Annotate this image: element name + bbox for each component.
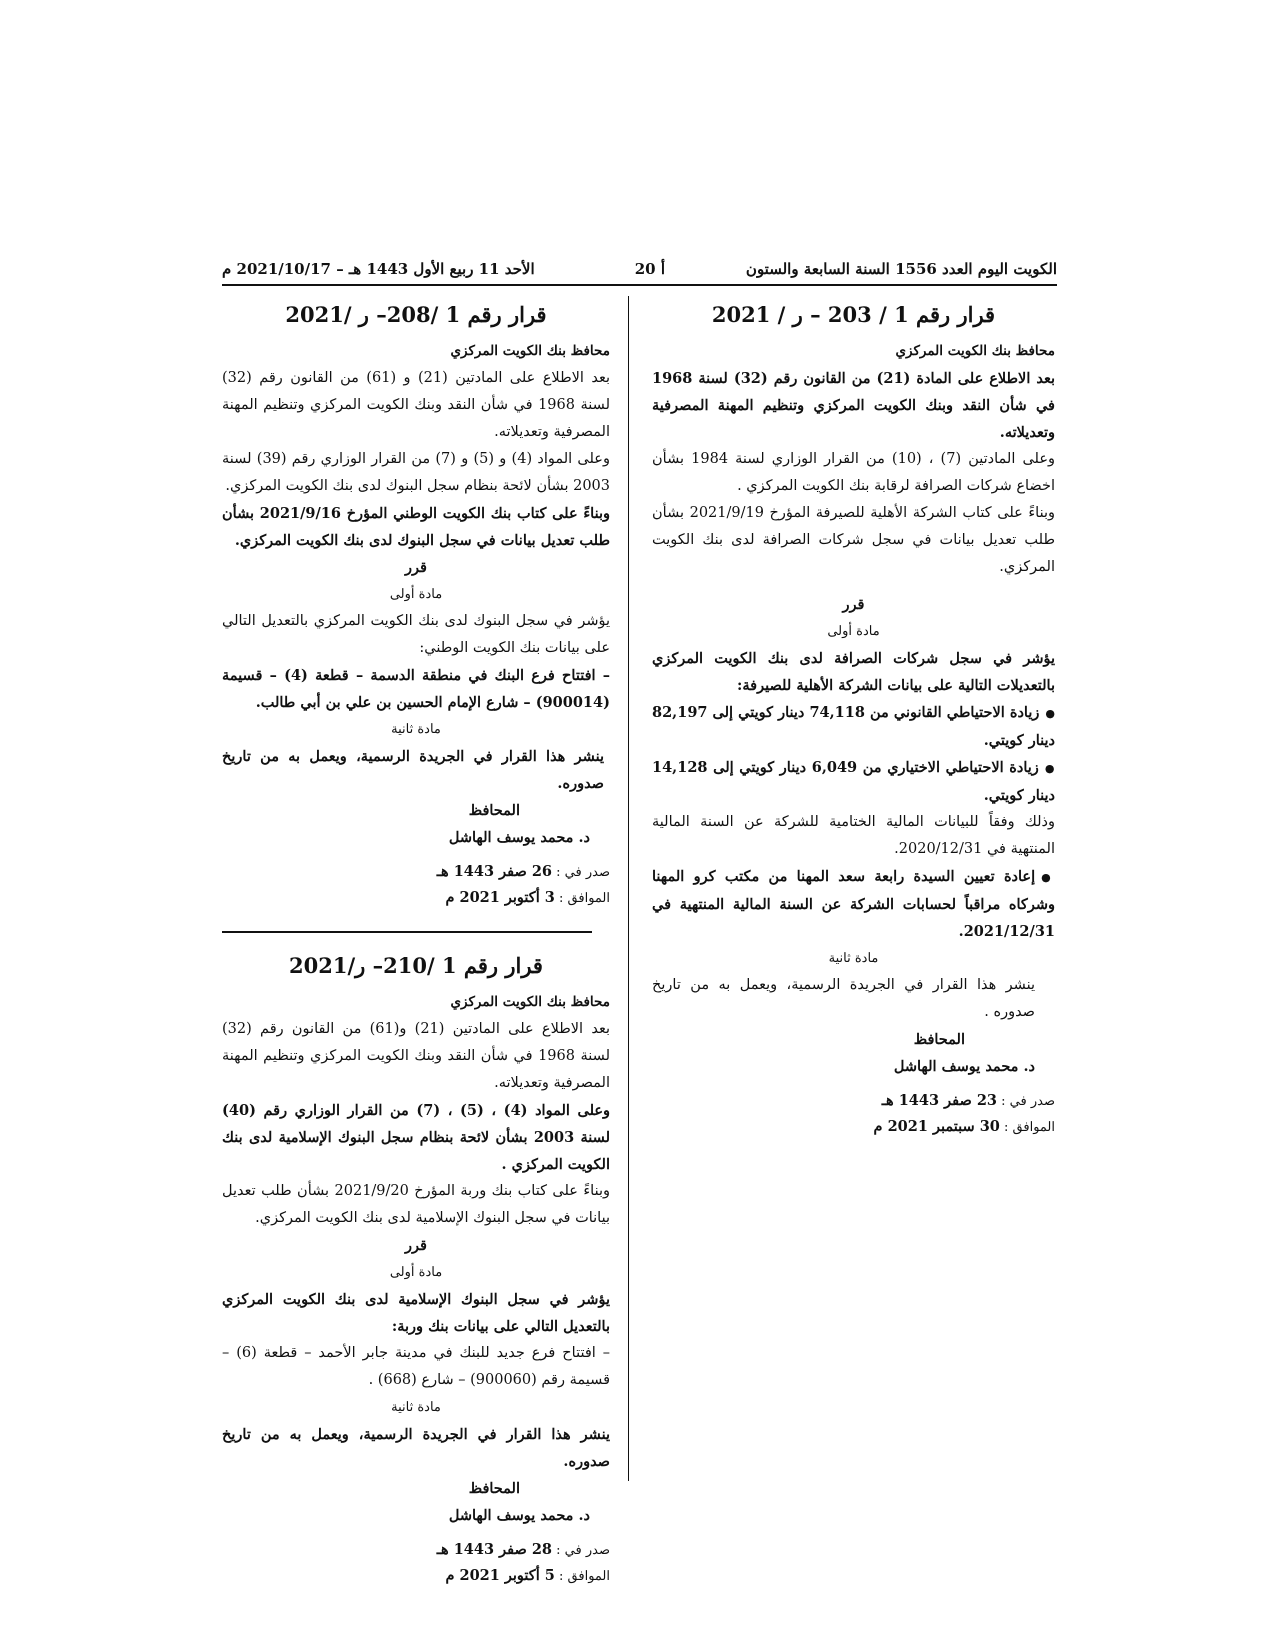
header-issue-info: الكويت اليوم العدد 1556 السنة السابعة والستون <box>745 260 1057 278</box>
decision-title: قرار رقم 1 /208– ر /2021 <box>285 302 547 327</box>
page-header <box>222 256 1057 286</box>
amendment-bullet: ● إعادة تعيين السيدة رابعة سعد المهنا من مكتب كرو المهنا وشركاه مراقباً لحسابات الشركة عن السنة المالية المنتهية في 2021/12/31. <box>652 863 1055 945</box>
issue-dates <box>222 859 610 911</box>
article-text: ينشر هذا القرار في الجريدة الرسمية، ويعمل به من تاريخ صدوره. <box>222 1426 610 1470</box>
preamble-paragraph: وعلى المواد (4) و (5) و (7) من القرار الوزاري رقم (39) لسنة 2003 بشأن لائحة بنظام سجل البنوك لدى بنك الكويت المركزي. <box>222 451 610 494</box>
corresponding-label: الموافق : <box>559 1569 610 1584</box>
preamble-paragraph: بعد الاطلاع على المادتين (21) و (61) من القانون رقم (32) لسنة 1968 في شأن النقد وبنك الكويت المركزي وتنظيم المهنة المصرفية وتعديلاته. <box>222 370 610 440</box>
article-text: ينشر هذا القرار في الجريدة الرسمية، ويعمل به من تاريخ صدوره. <box>222 748 604 792</box>
amendment-item: – افتتاح فرع البنك في منطقة الدسمة – قطعة (4) – قسيمة (900014) – شارع الإمام الحسين بن علي بن أبي طالب. <box>222 667 610 711</box>
signatory-title: المحافظ <box>468 1480 520 1497</box>
decision-separator <box>222 931 592 933</box>
header-divider <box>222 284 1057 286</box>
column-divider <box>628 296 629 1481</box>
article-text: يؤشر في سجل شركات الصرافة لدى بنك الكويت المركزي بالتعديلات التالية على بيانات الشركة الأهلية للصيرفة: <box>652 650 1055 694</box>
issued-label: صدر في : <box>556 1543 610 1558</box>
signatory-title: المحافظ <box>468 802 520 819</box>
preamble-paragraph: وبناءً على كتاب بنك وربة المؤرخ 2021/9/20 بشأن طلب تعديل بيانات في سجل البنوك الإسلامية لدى بنك الكويت المركزي. <box>222 1183 610 1226</box>
article-heading: مادة ثانية <box>391 1400 441 1415</box>
decision-issuer: محافظ بنك الكويت المركزي <box>450 994 610 1010</box>
preamble-paragraph: وعلى المادتين (7) ، (10) من القرار الوزاري لسنة 1984 بشأن اخضاع شركات الصرافة لرقابة بنك الكويت المركزي . <box>652 451 1055 494</box>
decided-heading: قرر <box>842 596 865 613</box>
decided-heading: قرر <box>405 559 427 576</box>
issued-label: صدر في : <box>1001 1094 1055 1109</box>
signatory-name: د. محمد يوسف الهاشل <box>448 829 590 846</box>
preamble-paragraph: وبناءً على كتاب بنك الكويت الوطني المؤرخ 2021/9/16 بشأن طلب تعديل بيانات في سجل البنوك لدى بنك الكويت المركزي. <box>222 505 611 549</box>
preamble-paragraph: وبناءً على كتاب الشركة الأهلية للصيرفة المؤرخ 2021/9/19 بشأن طلب تعديل بيانات في سجل شركات الصرافة لدى بنك الكويت المركزي. <box>652 505 1055 575</box>
signatory-name: د. محمد يوسف الهاشل <box>448 1507 590 1524</box>
article-heading: مادة أولى <box>389 587 443 602</box>
corresponding-date: 3 أكتوبر 2021 م <box>445 889 555 906</box>
article-heading: مادة ثانية <box>828 951 879 966</box>
corresponding-label: الموافق : <box>1004 1120 1055 1135</box>
decision-203 <box>652 298 1055 1140</box>
issue-dates <box>652 1088 1055 1140</box>
corresponding-date: 30 سبتمبر 2021 م <box>873 1118 1000 1135</box>
header-page-number: أ 20 <box>634 260 665 278</box>
corresponding-date: 5 أكتوبر 2021 م <box>445 1567 555 1584</box>
amendment-bullet: ● زيادة الاحتياطي الاختياري من 6,049 دينار كويتي إلى 14,128 دينار كويتي. <box>652 754 1055 809</box>
left-column <box>222 296 610 1589</box>
decision-210 <box>222 949 610 1589</box>
signatory-name: د. محمد يوسف الهاشل <box>893 1058 1035 1075</box>
article-text: ينشر هذا القرار في الجريدة الرسمية، ويعمل به من تاريخ صدوره . <box>652 977 1035 1020</box>
decision-issuer: محافظ بنك الكويت المركزي <box>895 343 1055 359</box>
decision-issuer: محافظ بنك الكويت المركزي <box>450 343 610 359</box>
decision-title: قرار رقم 1 / 203 – ر / 2021 <box>711 302 996 327</box>
issued-date: 26 صفر 1443 هـ <box>436 863 553 880</box>
article-heading: مادة ثانية <box>391 722 441 737</box>
issued-label: صدر في : <box>556 865 610 880</box>
amendment-bullet: ● زيادة الاحتياطي القانوني من 74,118 دينار كويتي إلى 82,197 دينار كويتي. <box>652 699 1055 754</box>
article-heading: مادة أولى <box>389 1265 443 1280</box>
corresponding-label: الموافق : <box>559 891 610 906</box>
note-paragraph: وذلك وفقاً للبيانات المالية الختامية للشركة عن السنة المالية المنتهية في 2020/12/31. <box>652 814 1055 857</box>
preamble-paragraph: بعد الاطلاع على المادة (21) من القانون رقم (32) لسنة 1968 في شأن النقد وبنك الكويت المركزي وتنظيم المهنة المصرفية وتعديلاته. <box>652 370 1055 441</box>
article-heading: مادة أولى <box>827 624 880 639</box>
article-text: يؤشر في سجل البنوك الإسلامية لدى بنك الكويت المركزي بالتعديل التالي على بيانات بنك وربة: <box>222 1291 610 1335</box>
decision-208 <box>222 298 610 911</box>
header-date: الأحد 11 ربيع الأول 1443 هـ – 2021/10/17 م <box>222 260 535 278</box>
issue-dates <box>222 1537 610 1589</box>
article-text: يؤشر في سجل البنوك لدى بنك الكويت المركزي بالتعديل التالي على بيانات بنك الكويت الوطني: <box>222 613 610 656</box>
decided-heading: قرر <box>405 1237 427 1254</box>
signatory-title: المحافظ <box>913 1031 965 1048</box>
decision-title: قرار رقم 1 /210– ر/2021 <box>289 953 543 978</box>
preamble-paragraph: بعد الاطلاع على المادتين (21) و(61) من القانون رقم (32) لسنة 1968 في شأن النقد وبنك الكويت المركزي وتنظيم المهنة المصرفية وتعديلاته. <box>222 1021 610 1091</box>
amendment-item: – افتتاح فرع جديد للبنك في مدينة جابر الأحمد – قطعة (6) – قسيمة رقم (900060) – شارع (668) . <box>222 1345 610 1388</box>
right-column <box>652 296 1055 1140</box>
issued-date: 23 صفر 1443 هـ <box>881 1092 998 1109</box>
issued-date: 28 صفر 1443 هـ <box>436 1541 553 1558</box>
preamble-paragraph: وعلى المواد (4) ، (5) ، (7) من القرار الوزاري رقم (40) لسنة 2003 بشأن لائحة بنظام سجل البنوك الإسلامية لدى بنك الكويت المركزي . <box>222 1102 611 1173</box>
